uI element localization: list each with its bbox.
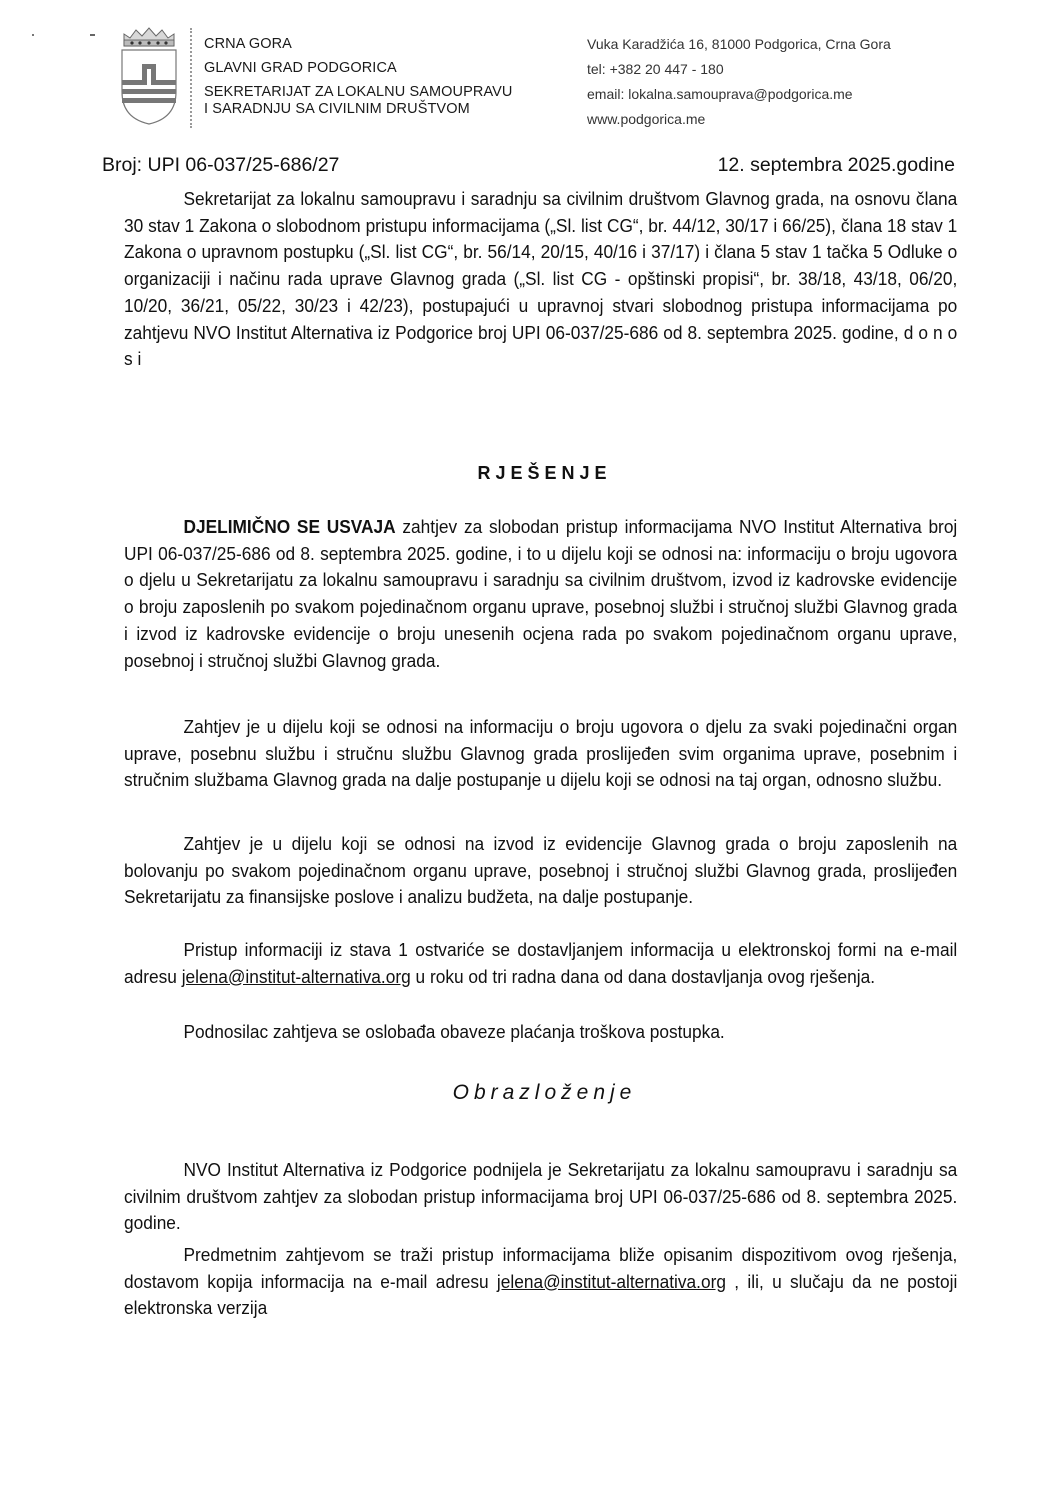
decision-heading: RJEŠENJE <box>477 463 612 483</box>
intro-paragraph: Sekretarijat za lokalnu samoupravu i saradnju sa civilnim društvom Glavnog grada, na osnovu člana 30 stav 1 Zakona o slobodnom pristupu informacijama („Sl. list CG“, br. 44/12, 30/17 i 66/25), člana 18 stav 1 Zakona o upravnom postupku („Sl. list CG“, br. 56/14, 20/15, 40/16 i 37/17) i člana 5 stav 1 tačka 5 Odluke o organizaciji i načinu rada uprave Glavnog grada („Sl. list CG - opštinski propisi“, br. 38/18, 43/18, 06/20, 10/20, 36/21, 05/22, 30/23 i 42/23), postupajući u upravnoj stvari slobodnog pristupa informacijama po zahtjevu NVO Institut Alternativa iz Podgorice broj UPI 06-037/25-686 od 8. septembra 2025. godine, d o n o s i <box>124 188 958 370</box>
decision-paragraph-4-tail: u roku od tri radna dana od dana dostavljanja ovog rješenja. <box>410 965 876 987</box>
reasoning-heading: Obrazloženje <box>452 1081 637 1104</box>
reasoning-paragraph-2-text: Predmetnim zahtjevom se traži pristup informacijama bliže opisanim dispozitivom ovog rješenja, dostavom kopija informacija na e-mail adresu <box>124 1244 958 1292</box>
reasoning-paragraph-1: NVO Institut Alternativa iz Podgorice podnijela je Sekretarijatu za lokalnu samoupravu i saradnju sa civilnim društvom zahtjev za slobodan pristup informacijama broj UPI 06-037/25-686 od 8. septembra 2025. godine. <box>124 1159 958 1234</box>
contact-block <box>587 32 891 132</box>
decision-paragraph-5: Podnosilac zahtjeva se oslobađa obaveze plaćanja troškova postupka. <box>183 1021 725 1042</box>
email-link[interactable]: jelena@institut-alternativa.org <box>181 965 411 987</box>
contact-email[interactable]: email: lokalna.samouprava@podgorica.me <box>587 86 853 102</box>
letterhead <box>0 26 1059 136</box>
decision-paragraph-3: Zahtjev je u dijelu koji se odnosi na izvod iz evidencije Glavnog grada o broju zaposlenih na bolovanju po svakom pojedinačnom organu uprave, posebnoj i stručnoj službi Glavnog grada, proslijeđen Sekretarijatu za finansijske poslove i analizu budžeta, na dalje postupanje. <box>124 833 958 908</box>
organization-block <box>204 32 513 118</box>
decision-paragraph-1-text: zahtjev za slobodan pristup informacijama NVO Institut Alternativa broj UPI 06-037/25-686 od 8. septembra 2025. godine, i to u dijelu koji se odnosi na: informaciju o broju ugovora o djelu u Sekretarijatu za lokalnu samoupravu i saradnju sa civilnim društvom, izvod iz kadrovske evidencije o broju zaposlenih po svakom pojedinačnom organu uprave, posebnoj službi i stručnoj službi Glavnog grada i izvod iz kadrovske evidencije o broju unesenih ocjena rada po svakom pojedinačnom organu uprave, posebnoj i stručnoj službi Glavnog grada. <box>124 516 958 671</box>
document-date: 12. septembra 2025.godine <box>717 154 955 176</box>
reasoning-paragraph-2 <box>124 1242 957 1322</box>
contact-address: Vuka Karadžića 16, 81000 Podgorica, Crna Gora <box>587 36 891 52</box>
decision-paragraph-1 <box>124 514 957 674</box>
org-secretariat-line-2: I SARADNJU SA CIVILNIM DRUŠTVOM <box>204 101 470 117</box>
header-divider <box>190 28 193 128</box>
contact-phone: tel: +382 20 447 - 180 <box>587 61 724 77</box>
org-secretariat-line-1: SEKRETARIJAT ZA LOKALNU SAMOUPRAVU <box>204 84 513 100</box>
decision-paragraph-2: Zahtjev je u dijelu koji se odnosi na informaciju o broju ugovora o djelu za svaki pojedinačni organ uprave, posebnu službu i stručnu službu Glavnog grada proslijeđen svim organima uprave, posebnim i stručnim službama Glavnog grada na dalje postupanje u dijelu koji se odnosi na taj organ, odnosno službu. <box>124 716 958 791</box>
org-country: CRNA GORA <box>204 36 292 52</box>
coat-of-arms-icon <box>118 26 180 126</box>
decision-paragraph-4-text: Pristup informaciji iz stava 1 ostvariće se dostavljanjem informacija u elektronskoj formi na e-mail adresu <box>124 939 958 987</box>
reference-line <box>102 154 955 177</box>
reference-number: Broj: UPI 06-037/25-686/27 <box>102 154 340 176</box>
reasoning-paragraph-2-tail: , ili, u slučaju da ne postoji elektronska verzija <box>124 1270 958 1319</box>
email-link[interactable]: jelena@institut-alternativa.org <box>496 1270 726 1292</box>
contact-website[interactable]: www.podgorica.me <box>587 111 706 127</box>
org-city: GLAVNI GRAD PODGORICA <box>204 60 397 76</box>
decision-paragraph-4 <box>124 937 957 990</box>
decision-verdict: DJELIMIČNO SE USVAJA <box>183 516 396 537</box>
